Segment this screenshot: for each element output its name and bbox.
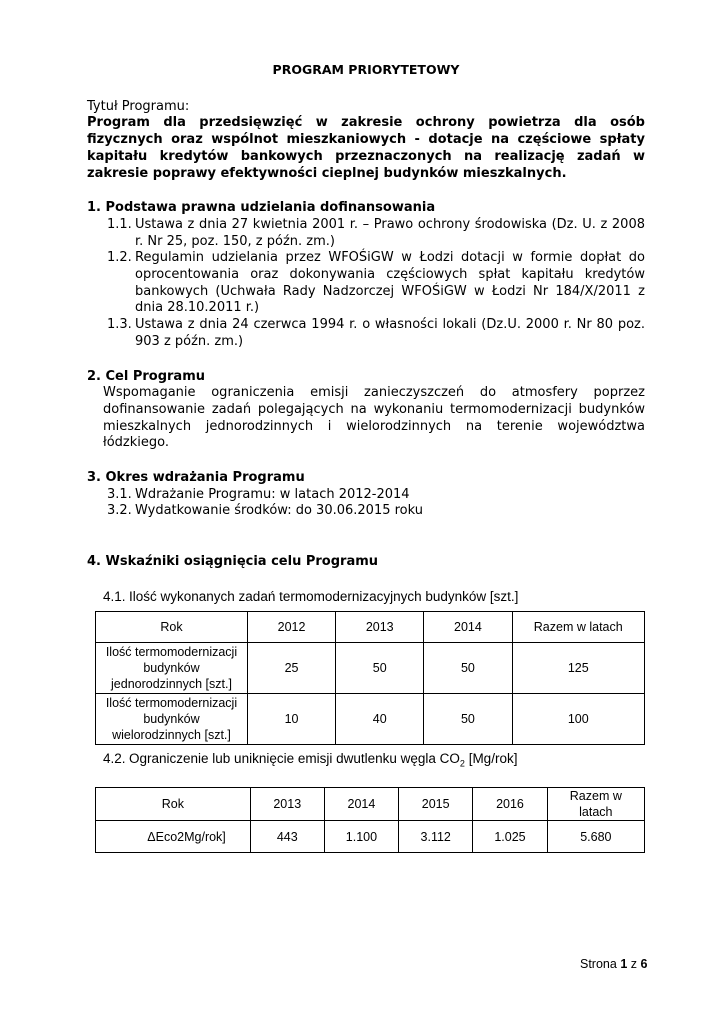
subsection-4-2 [103,751,517,769]
page-title: PROGRAM PRIORYTETOWY [272,62,460,77]
subsection-4-1 [103,589,645,606]
program-title: Program dla przedsięwzięć w zakresie ochrony powietrza dla osób fizycznych oraz wspólnot mieszkaniowych - dotacje na częściowe spłaty kapitału kredytów bankowych przeznaczonych na realizację zadań w zakresie poprawy efektywności cieplnej budynków mieszkalnych. [87,115,645,181]
item-number: 3.2. [107,503,132,519]
item-text [129,751,517,769]
document-body [87,62,645,606]
item-number: 3.1. [107,486,132,502]
table-row [96,694,645,745]
table-cell: 3.112 [399,821,473,853]
program-label: Tytuł Programu: [87,98,190,114]
item-text: Regulamin udzielania przez WFOŚiGW w Łodzi dotacji w formie dopłat do oprocentowania oraz dokonywania częściowych spłat kapitału kredytów bankowych (Uchwała Rady Nadzorczej WFOŚiGW w Łodzi Nr 184/X/2011 z dnia 28.10.2011 r.) [135,250,645,316]
table-cell: 125 [512,643,645,694]
table-header-cell: Razem w latach [547,788,644,821]
table-row [96,643,645,694]
table-header-cell: 2013 [336,612,424,643]
table-cell: 50 [424,643,512,694]
table-cell: 100 [512,694,645,745]
item-text: Ustawa z dnia 27 kwietnia 2001 r. – Prawo ochrony środowiska (Dz. U. z 2008 r. Nr 25, poz. 150, z późn. zm.) [135,216,645,249]
table-cell: 50 [336,643,424,694]
table-header-cell: 2013 [250,788,324,821]
item-number: 4.1. [103,588,126,604]
table-cell: 1.025 [473,821,547,853]
footer-label: Strona [580,957,621,971]
footer-page-number: 1 [620,957,628,971]
item-number: 1.2. [107,250,132,266]
item-text-part: Ograniczenie lub uniknięcie emisji dwutlenku węgla CO [129,751,460,766]
table-cell: 5.680 [547,821,644,853]
table-header-cell: Rok [96,612,248,643]
list-item [107,487,645,504]
section2-heading: 2. Cel Programu [87,368,206,384]
table-cell: Ilość termomodernizacji budynków jednorodzinnych [szt.] [96,643,248,694]
list-item [107,317,645,350]
table-header-cell: Razem w latach [512,612,645,643]
section1-heading: 1. Podstawa prawna udzielania dofinansowania [87,200,436,216]
table-header-row [96,788,645,821]
item-text-part: [Mg/rok] [464,751,518,766]
table-cell: Ilość termomodernizacji budynków wielorodzinnych [szt.] [96,694,248,745]
table-header-cell: 2015 [399,788,473,821]
table-header-cell: 2014 [424,612,512,643]
item-number: 1.3. [107,317,132,333]
item-text: Wdrażanie Programu: w latach 2012-2014 [135,486,410,502]
footer-separator: z [627,957,641,971]
item-number: 4.2. [103,751,126,766]
item-number: 1.1. [107,216,132,232]
table-cell: 25 [247,643,335,694]
list-item [107,217,645,250]
table-co2-reduction [95,787,645,853]
item-text: Ustawa z dnia 24 czerwca 1994 r. o własności lokali (Dz.U. 2000 r. Nr 80 poz. 903 z późn. zm.) [135,317,645,349]
table-cell: 443 [250,821,324,853]
table-header-row [96,612,645,643]
table-row [96,821,645,853]
item-text: Ilość wykonanych zadań termomodernizacyjnych budynków [szt.] [129,588,519,604]
table-header-cell: 2016 [473,788,547,821]
table-cell: 10 [247,694,335,745]
table-header-cell: Rok [96,788,251,821]
table-cell: 40 [336,694,424,745]
page-footer [580,957,647,971]
table-header-cell: 2014 [324,788,398,821]
section4-heading: 4. Wskaźniki osiągnięcia celu Programu [87,554,379,570]
section3-heading: 3. Okres wdrażania Programu [87,470,305,486]
co2-subscript: 2 [459,758,465,769]
table-thermo-tasks [95,611,645,745]
list-item [107,503,645,520]
table-cell: ΔEco2Mg/rok] [96,821,251,853]
section2-text: Wspomaganie ograniczenia emisji zanieczyszczeń do atmosfery poprzez dofinansowanie zadań polegających na wykonaniu termomodernizacji budynków mieszkalnych jednorodzinnych i wielorodzinnych na terenie województwa łódzkiego. [103,385,645,451]
footer-total-pages: 6 [640,957,648,971]
list-item [107,250,645,317]
table-cell: 50 [424,694,512,745]
item-text: Wydatkowanie środków: do 30.06.2015 roku [135,503,424,519]
table-header-cell: 2012 [247,612,335,643]
table-cell: 1.100 [324,821,398,853]
